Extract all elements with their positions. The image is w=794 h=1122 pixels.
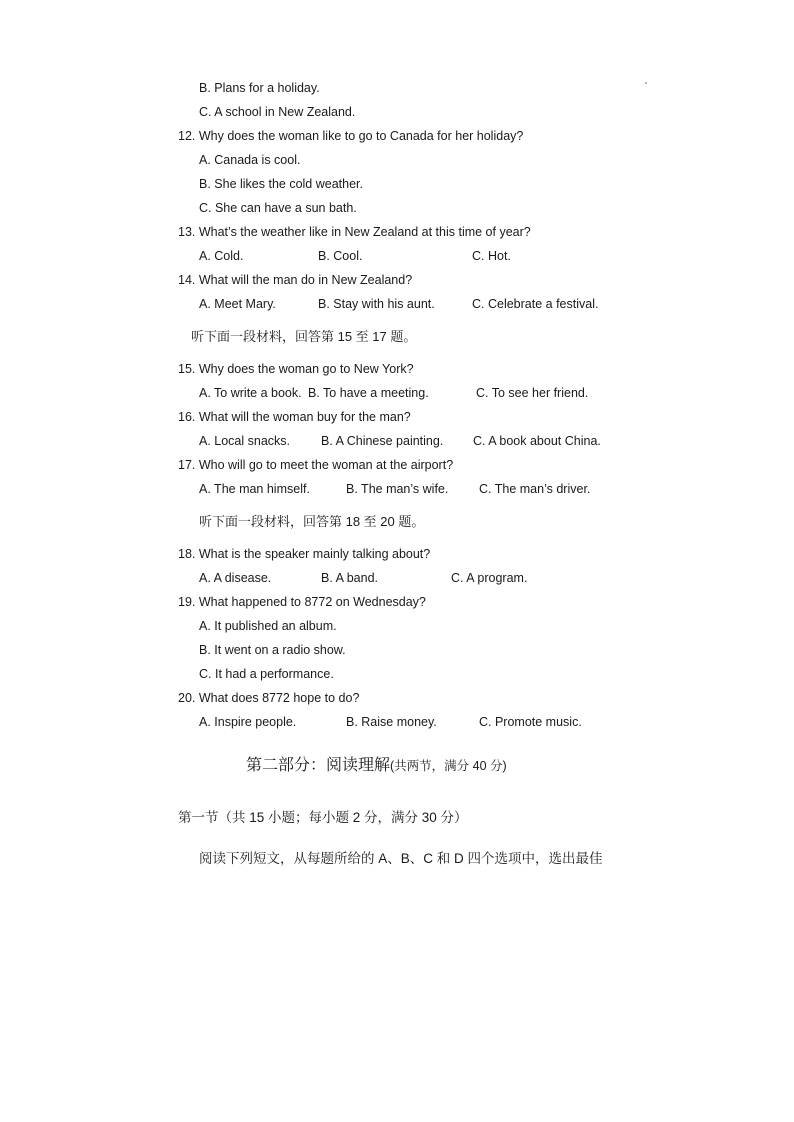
question-16: 16. What will the woman buy for the man? [178,410,411,424]
q19-option-c: C. It had a performance. [199,667,334,681]
q15-option-a: A. To write a book. [199,386,302,400]
listening-intro-15-17: 听下面一段材料，回答第 15 至 17 题。 [191,329,417,344]
question-12: 12. Why does the woman like to go to Canada for her holiday? [178,129,524,143]
q18-option-c: C. A program. [451,571,528,585]
q17-option-c: C. The man’s driver. [479,482,591,496]
scan-speck [645,82,647,84]
q17-option-b: B. The man’s wife. [346,482,449,496]
q15-option-b: B. To have a meeting. [308,386,429,400]
q20-option-c: C. Promote music. [479,715,582,729]
q16-option-c: C. A book about China. [473,434,601,448]
q14-option-c: C. Celebrate a festival. [472,297,599,311]
q18-option-b: B. A band. [321,571,378,585]
question-17: 17. Who will go to meet the woman at the airport? [178,458,454,472]
part-two-title: 第二部分：阅读理解 [246,757,391,774]
q19-option-b: B. It went on a radio show. [199,643,346,657]
q12-option-c: C. She can have a sun bath. [199,201,357,215]
q16-option-b: B. A Chinese painting. [321,434,444,448]
q13-option-c: C. Hot. [472,249,511,263]
q12-option-a: A. Canada is cool. [199,153,301,167]
q20-option-a: A. Inspire people. [199,715,297,729]
part-two-note: (共两节，满分 40 分) [390,759,507,773]
question-13: 13. What’s the weather like in New Zealand at this time of year? [178,225,531,239]
q15-option-c: C. To see her friend. [476,386,589,400]
q19-option-a: A. It published an album. [199,619,337,633]
section-one-heading: 第一节（共 15 小题；每小题 2 分，满分 30 分） [178,810,468,825]
q16-option-a: A. Local snacks. [199,434,291,448]
reading-instruction: 阅读下列短文，从每题所给的 A、B、C 和 D 四个选项中，选出最佳 [199,851,603,866]
q11-option-c: C. A school in New Zealand. [199,105,356,119]
q20-option-b: B. Raise money. [346,715,437,729]
question-15: 15. Why does the woman go to New York? [178,362,414,376]
q13-option-a: A. Cold. [199,249,244,263]
listening-intro-18-20: 听下面一段材料，回答第 18 至 20 题。 [199,514,425,529]
q14-option-b: B. Stay with his aunt. [318,297,435,311]
q14-option-a: A. Meet Mary. [199,297,276,311]
question-14: 14. What will the man do in New Zealand? [178,273,413,287]
q11-option-b: B. Plans for a holiday. [199,81,320,95]
q18-option-a: A. A disease. [199,571,272,585]
question-20: 20. What does 8772 hope to do? [178,691,360,705]
q12-option-b: B. She likes the cold weather. [199,177,363,191]
q17-option-a: A. The man himself. [199,482,310,496]
question-19: 19. What happened to 8772 on Wednesday? [178,595,426,609]
q13-option-b: B. Cool. [318,249,363,263]
question-18: 18. What is the speaker mainly talking about? [178,547,431,561]
part-two-heading [246,756,507,776]
